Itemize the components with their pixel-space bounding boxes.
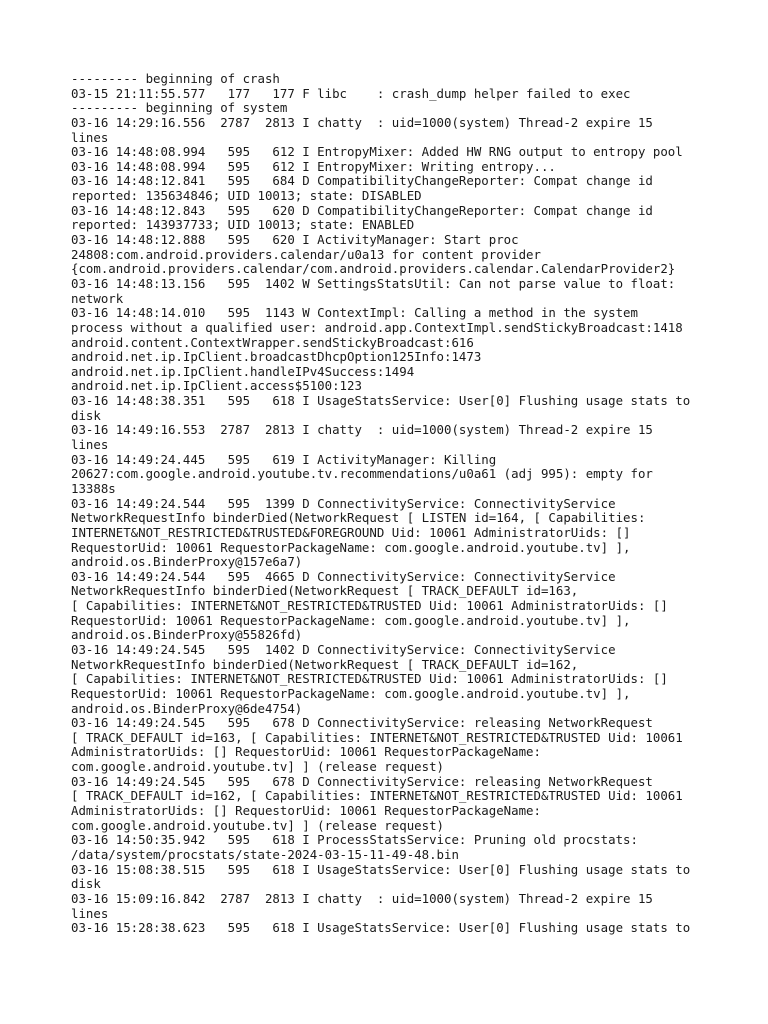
log-line: lines bbox=[71, 905, 109, 921]
log-line: NetworkRequestInfo binderDied(NetworkRequest [ TRACK_DEFAULT id=162, bbox=[71, 656, 579, 672]
log-line: process without a qualified user: android.app.ContextImpl.sendStickyBroadcast:1418 bbox=[71, 319, 683, 335]
log-line: lines bbox=[71, 129, 109, 145]
log-line: android.os.BinderProxy@6de4754) bbox=[71, 700, 303, 716]
log-line: lines bbox=[71, 437, 109, 453]
log-line: disk bbox=[71, 407, 101, 423]
log-line: RequestorUid: 10061 RequestorPackageName: com.google.android.youtube.tv] ], bbox=[71, 685, 631, 701]
log-line: 03-15 21:11:55.577 177 177 F libc : crash_dump helper failed to exec bbox=[71, 85, 631, 101]
log-line: android.net.ip.IpClient.access$5100:123 bbox=[71, 378, 362, 394]
log-line: 03-16 14:49:24.545 595 678 D ConnectivityService: releasing NetworkRequest bbox=[71, 773, 653, 789]
log-line: android.os.BinderProxy@157e6a7) bbox=[71, 554, 303, 570]
log-line: 03-16 14:49:24.544 595 1399 D ConnectivityService: ConnectivityService bbox=[71, 495, 616, 511]
log-line: AdministratorUids: [] RequestorUid: 10061 RequestorPackageName: bbox=[71, 744, 541, 760]
log-line: 03-16 14:48:38.351 595 618 I UsageStatsService: User[0] Flushing usage stats to bbox=[71, 393, 691, 409]
log-line: 03-16 14:48:13.156 595 1402 W SettingsStatsUtil: Can not parse value to float: bbox=[71, 275, 676, 291]
log-line: [ TRACK_DEFAULT id=162, [ Capabilities: INTERNET&NOT_RESTRICTED&TRUSTED Uid: 10061 bbox=[71, 788, 683, 804]
log-line: 20627:com.google.android.youtube.tv.recommendations/u0a61 (adj 995): empty for bbox=[71, 466, 653, 482]
log-line: android.net.ip.IpClient.broadcastDhcpOption125Info:1473 bbox=[71, 349, 482, 365]
log-line: 13388s bbox=[71, 480, 116, 496]
log-line: {com.android.providers.calendar/com.android.providers.calendar.CalendarProvider2} bbox=[71, 261, 676, 277]
log-line: android.os.BinderProxy@55826fd) bbox=[71, 627, 303, 643]
log-line: NetworkRequestInfo binderDied(NetworkRequest [ LISTEN id=164, [ Capabilities: bbox=[71, 510, 646, 526]
log-line: android.net.ip.IpClient.handleIPv4Success:1494 bbox=[71, 363, 415, 379]
log-line: reported: 143937733; UID 10013; state: ENABLED bbox=[71, 217, 415, 233]
log-line: 03-16 14:48:08.994 595 612 I EntropyMixer: Writing entropy... bbox=[71, 158, 556, 174]
log-line: --------- beginning of system bbox=[71, 100, 288, 116]
log-line: [ Capabilities: INTERNET&NOT_RESTRICTED&TRUSTED Uid: 10061 AdministratorUids: [] bbox=[71, 671, 668, 687]
log-line: 03-16 15:09:16.842 2787 2813 I chatty : uid=1000(system) Thread-2 expire 15 bbox=[71, 890, 653, 906]
log-line: 03-16 14:48:08.994 595 612 I EntropyMixer: Added HW RNG output to entropy pool bbox=[71, 144, 683, 160]
log-line: 03-16 14:48:14.010 595 1143 W ContextImpl: Calling a method in the system bbox=[71, 305, 638, 321]
log-line: RequestorUid: 10061 RequestorPackageName: com.google.android.youtube.tv] ], bbox=[71, 612, 631, 628]
log-line: --------- beginning of crash bbox=[71, 71, 280, 86]
log-line: [ TRACK_DEFAULT id=163, [ Capabilities: INTERNET&NOT_RESTRICTED&TRUSTED Uid: 10061 bbox=[71, 729, 683, 745]
log-line: 03-16 14:48:12.843 595 620 D CompatibilityChangeReporter: Compat change id bbox=[71, 202, 653, 218]
log-line: [ Capabilities: INTERNET&NOT_RESTRICTED&TRUSTED Uid: 10061 AdministratorUids: [] bbox=[71, 598, 668, 614]
log-line: 03-16 15:28:38.623 595 618 I UsageStatsService: User[0] Flushing usage stats to bbox=[71, 920, 691, 936]
log-line: /data/system/procstats/state-2024-03-15-11-49-48.bin bbox=[71, 846, 459, 862]
log-line: 03-16 14:49:24.545 595 678 D ConnectivityService: releasing NetworkRequest bbox=[71, 715, 653, 731]
log-line: 24808:com.android.providers.calendar/u0a13 for content provider bbox=[71, 246, 541, 262]
log-line: 03-16 15:08:38.515 595 618 I UsageStatsService: User[0] Flushing usage stats to bbox=[71, 861, 691, 877]
log-document bbox=[71, 72, 711, 936]
log-line: android.content.ContextWrapper.sendStickyBroadcast:616 bbox=[71, 334, 474, 350]
log-line: RequestorUid: 10061 RequestorPackageName: com.google.android.youtube.tv] ], bbox=[71, 539, 631, 555]
log-line: 03-16 14:49:24.544 595 4665 D ConnectivityService: ConnectivityService bbox=[71, 568, 616, 584]
log-line: com.google.android.youtube.tv] ] (release request) bbox=[71, 759, 444, 775]
log-line: 03-16 14:48:12.888 595 620 I ActivityManager: Start proc bbox=[71, 232, 519, 248]
log-line: 03-16 14:49:16.553 2787 2813 I chatty : uid=1000(system) Thread-2 expire 15 bbox=[71, 422, 653, 438]
log-line: 03-16 14:48:12.841 595 684 D CompatibilityChangeReporter: Compat change id bbox=[71, 173, 653, 189]
log-line: 03-16 14:50:35.942 595 618 I ProcessStatsService: Pruning old procstats: bbox=[71, 832, 638, 848]
log-line: 03-16 14:49:24.545 595 1402 D ConnectivityService: ConnectivityService bbox=[71, 641, 616, 657]
log-line: network bbox=[71, 290, 124, 306]
log-line: INTERNET&NOT_RESTRICTED&TRUSTED&FOREGROUND Uid: 10061 AdministratorUids: [] bbox=[71, 524, 631, 540]
log-line: NetworkRequestInfo binderDied(NetworkRequest [ TRACK_DEFAULT id=163, bbox=[71, 583, 579, 599]
log-line: reported: 135634846; UID 10013; state: DISABLED bbox=[71, 188, 422, 204]
log-line: disk bbox=[71, 876, 101, 892]
log-line: 03-16 14:29:16.556 2787 2813 I chatty : uid=1000(system) Thread-2 expire 15 bbox=[71, 114, 653, 130]
log-line: AdministratorUids: [] RequestorUid: 10061 RequestorPackageName: bbox=[71, 803, 541, 819]
log-line: 03-16 14:49:24.445 595 619 I ActivityManager: Killing bbox=[71, 451, 497, 467]
log-line: com.google.android.youtube.tv] ] (release request) bbox=[71, 817, 444, 833]
